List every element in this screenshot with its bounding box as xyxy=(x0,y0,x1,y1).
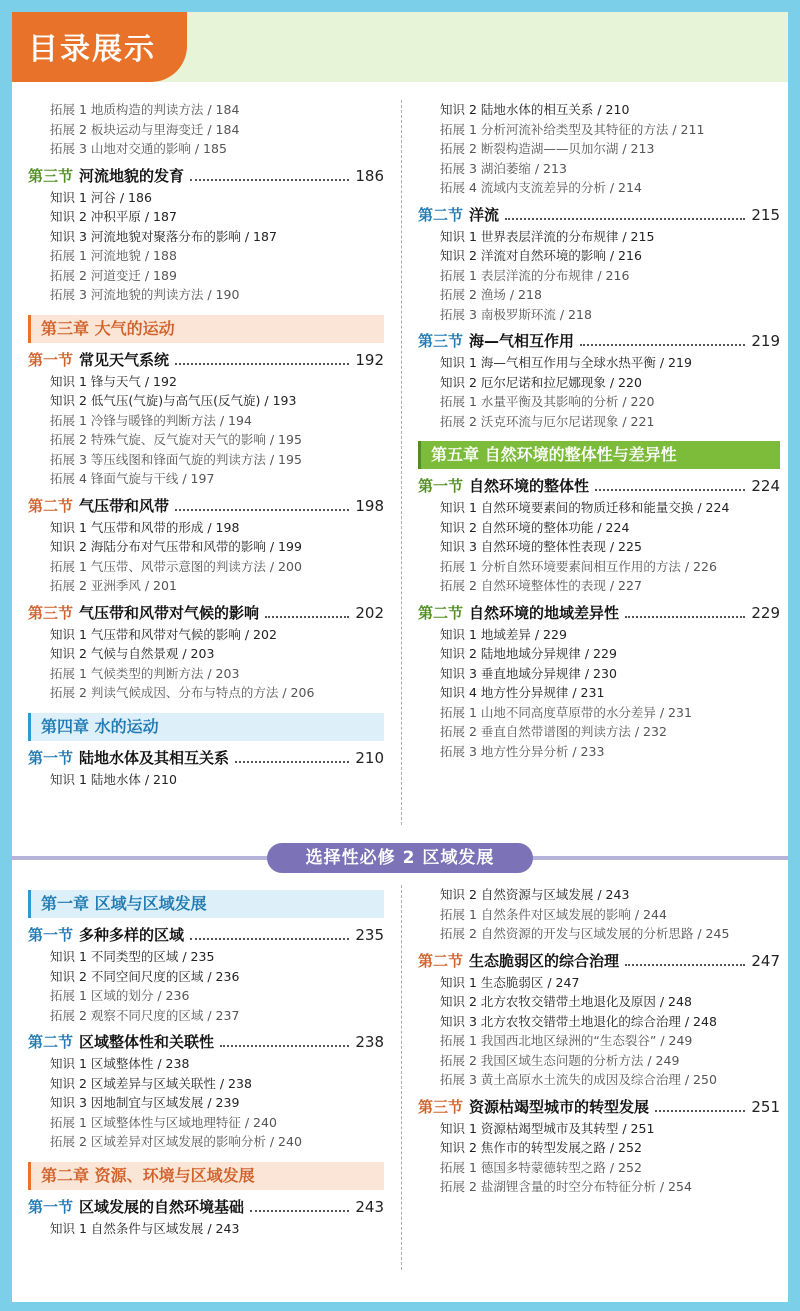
section-page: 202 xyxy=(355,603,384,622)
extension-item: 拓展 1 自然条件对区域发展的影响 / 244 xyxy=(440,906,667,922)
knowledge-item: 知识 2 北方农牧交错带土地退化及原因 / 248 xyxy=(440,994,692,1009)
chapter-heading: 第四章 水的运动 xyxy=(28,713,384,741)
leader-dots xyxy=(190,926,349,940)
section-title: 自然环境的地域差异性 xyxy=(469,603,620,622)
section-entry xyxy=(28,1031,384,1054)
section-page: 192 xyxy=(355,350,384,369)
section-page: 186 xyxy=(355,166,384,185)
extension-item: 拓展 2 断裂构造湖——贝加尔湖 / 213 xyxy=(440,141,655,156)
knowledge-item: 知识 1 自然条件与区域发展 / 243 xyxy=(50,1220,240,1236)
chapter-heading: 第三章 大气的运动 xyxy=(28,315,384,343)
section-number: 第二节 xyxy=(28,1033,74,1051)
extension-item: 拓展 1 水量平衡及其影响的分析 / 220 xyxy=(440,394,655,409)
header-bar xyxy=(12,12,788,82)
section-entry xyxy=(418,1096,780,1119)
extension-item: 拓展 1 我国西北地区绿洲的“生态裂谷” / 249 xyxy=(440,1033,693,1048)
leader-dots xyxy=(265,604,349,618)
section-number: 第一节 xyxy=(28,1197,74,1216)
section-page: 215 xyxy=(751,205,780,224)
page-title: 目录展示 xyxy=(28,32,156,67)
knowledge-item: 知识 1 陆地水体 / 210 xyxy=(50,771,177,787)
knowledge-item: 知识 1 海—气相互作用与全球水热平衡 / 219 xyxy=(440,355,692,370)
column-divider-upper xyxy=(401,100,402,825)
chapter-heading: 第一章 区域与区域发展 xyxy=(28,890,384,918)
knowledge-item: 知识 1 锋与天气 / 192 xyxy=(50,373,177,389)
chapter-heading: 第五章 自然环境的整体性与差异性 xyxy=(418,441,780,469)
knowledge-item: 知识 2 焦作市的转型发展之路 / 252 xyxy=(440,1140,642,1155)
extension-item: 拓展 2 观察不同尺度的区域 / 237 xyxy=(50,1007,240,1023)
extension-item: 拓展 1 表层洋流的分布规律 / 216 xyxy=(440,267,630,283)
section-number: 第三节 xyxy=(418,1097,464,1116)
section-page: 210 xyxy=(355,748,384,767)
extension-item: 拓展 1 河流地貌 / 188 xyxy=(50,248,177,263)
knowledge-item: 知识 3 因地制宜与区域发展 / 239 xyxy=(50,1095,240,1110)
leader-dots xyxy=(175,351,349,365)
knowledge-item: 知识 1 气压带和风带对气候的影响 / 202 xyxy=(50,626,277,642)
extension-item: 拓展 3 南极罗斯环流 / 218 xyxy=(440,306,592,322)
knowledge-item: 知识 2 自然环境的整体功能 / 224 xyxy=(440,519,630,535)
extension-item: 拓展 2 亚洲季风 / 201 xyxy=(50,578,177,593)
extension-item: 拓展 1 地质构造的判读方法 / 184 xyxy=(50,102,240,117)
extension-item: 拓展 2 板块运动与里海变迁 / 184 xyxy=(50,121,240,137)
extension-item: 拓展 1 分析自然环境要素间相互作用的方法 / 226 xyxy=(440,558,717,574)
knowledge-item: 知识 2 气候与自然景观 / 203 xyxy=(50,646,215,661)
section-number: 第三节 xyxy=(418,332,464,350)
leader-dots xyxy=(595,477,745,491)
knowledge-item: 知识 2 洋流对自然环境的影响 / 216 xyxy=(440,248,642,263)
section-entry xyxy=(418,602,780,625)
leader-dots xyxy=(190,167,349,181)
section-page: 247 xyxy=(751,951,780,970)
extension-item: 拓展 1 山地不同高度草原带的水分差异 / 231 xyxy=(440,704,692,720)
knowledge-item: 知识 3 北方农牧交错带土地退化的综合治理 / 248 xyxy=(440,1013,717,1029)
section-title: 生态脆弱区的综合治理 xyxy=(469,951,620,970)
extension-item: 拓展 4 锋面气旋与干线 / 197 xyxy=(50,471,215,486)
leader-dots xyxy=(505,206,745,220)
section-entry xyxy=(28,747,384,770)
knowledge-item: 知识 2 不同空间尺度的区域 / 236 xyxy=(50,968,240,984)
extension-item: 拓展 2 盐湖锂含量的时空分布特征分析 / 254 xyxy=(440,1179,692,1194)
section-number: 第一节 xyxy=(28,350,74,369)
section-title: 洋流 xyxy=(469,205,500,224)
extension-item: 拓展 1 德国多特蒙德转型之路 / 252 xyxy=(440,1159,642,1175)
section-number: 第三节 xyxy=(28,166,74,185)
extension-item: 拓展 1 区域的划分 / 236 xyxy=(50,988,190,1003)
section-page: 198 xyxy=(355,496,384,515)
extension-item: 拓展 3 地方性分异分析 / 233 xyxy=(440,743,605,759)
extension-item: 拓展 1 区域整体性与区域地理特征 / 240 xyxy=(50,1114,277,1130)
section-title: 常见天气系统 xyxy=(79,350,170,369)
extension-item: 拓展 2 渔场 / 218 xyxy=(440,287,542,302)
extension-item: 拓展 2 自然资源的开发与区域发展的分析思路 / 245 xyxy=(440,926,730,941)
knowledge-item: 知识 1 河谷 / 186 xyxy=(50,189,152,205)
section-entry xyxy=(28,602,384,625)
section-number: 第一节 xyxy=(28,926,74,944)
toc-lower-left xyxy=(28,880,384,1238)
section-page: 243 xyxy=(355,1197,384,1216)
extension-item: 拓展 3 山地对交通的影响 / 185 xyxy=(50,141,227,156)
toc-upper-right xyxy=(418,100,780,761)
knowledge-item: 知识 1 地域差异 / 229 xyxy=(440,626,567,642)
knowledge-item: 知识 1 不同类型的区域 / 235 xyxy=(50,949,215,964)
section-page: 238 xyxy=(355,1033,384,1051)
section-entry xyxy=(28,1196,384,1219)
extension-item: 拓展 2 区域差异对区域发展的影响分析 / 240 xyxy=(50,1134,302,1149)
extension-item: 拓展 1 气候类型的判断方法 / 203 xyxy=(50,665,240,681)
knowledge-item: 知识 1 气压带和风带的形成 / 198 xyxy=(50,519,240,535)
section-number: 第二节 xyxy=(418,951,464,970)
leader-dots xyxy=(235,749,349,763)
section-number: 第二节 xyxy=(418,603,464,622)
extension-item: 拓展 3 黄土高原水土流失的成因及综合治理 / 250 xyxy=(440,1072,717,1087)
knowledge-item: 知识 1 生态脆弱区 / 247 xyxy=(440,974,580,990)
section-title: 多种多样的区域 xyxy=(79,926,185,944)
knowledge-item: 知识 2 冲积平原 / 187 xyxy=(50,209,177,224)
knowledge-item: 知识 2 低气压(气旋)与高气压(反气旋) / 193 xyxy=(50,393,297,408)
section-number: 第一节 xyxy=(28,748,74,767)
extension-item: 拓展 2 沃克环流与厄尔尼诺现象 / 221 xyxy=(440,413,655,429)
leader-dots xyxy=(625,952,745,966)
extension-item: 拓展 2 河道变迁 / 189 xyxy=(50,267,177,283)
section-title: 气压带和风带 xyxy=(79,496,170,515)
knowledge-item: 知识 3 自然环境的整体性表现 / 225 xyxy=(440,539,642,554)
knowledge-item: 知识 2 陆地水体的相互关系 / 210 xyxy=(440,102,630,117)
section-title: 区域整体性和关联性 xyxy=(79,1033,215,1051)
section-page: 219 xyxy=(751,332,780,350)
extension-item: 拓展 1 分析河流补给类型及其特征的方法 / 211 xyxy=(440,121,705,137)
knowledge-item: 知识 3 河流地貌对聚落分布的影响 / 187 xyxy=(50,228,277,244)
extension-item: 拓展 2 判读气候成因、分布与特点的方法 / 206 xyxy=(50,685,315,700)
knowledge-item: 知识 2 陆地地域分异规律 / 229 xyxy=(440,646,617,661)
toc-lower-right xyxy=(418,885,780,1197)
extension-item: 拓展 2 我国区域生态问题的分析方法 / 249 xyxy=(440,1052,680,1068)
header-badge xyxy=(12,12,187,82)
extension-item: 拓展 3 河流地貌的判读方法 / 190 xyxy=(50,287,240,302)
section-entry xyxy=(418,330,780,353)
section-entry xyxy=(28,924,384,947)
knowledge-item: 知识 2 海陆分布对气压带和风带的影响 / 199 xyxy=(50,539,302,554)
leader-dots xyxy=(625,604,745,618)
extension-item: 拓展 2 垂直自然带谱图的判读方法 / 232 xyxy=(440,724,667,739)
section-entry xyxy=(28,165,384,188)
section-title: 区域发展的自然环境基础 xyxy=(79,1197,245,1216)
section-page: 235 xyxy=(355,926,384,944)
knowledge-item: 知识 4 地方性分异规律 / 231 xyxy=(440,685,605,700)
leader-dots xyxy=(175,497,349,511)
leader-dots xyxy=(655,1098,745,1112)
knowledge-item: 知识 2 自然资源与区域发展 / 243 xyxy=(440,887,630,902)
section-number: 第三节 xyxy=(28,603,74,622)
section-title: 自然环境的整体性 xyxy=(469,477,590,495)
section-number: 第二节 xyxy=(28,496,74,515)
leader-dots xyxy=(220,1033,349,1047)
volume-banner: 选择性必修 2 区域发展 xyxy=(267,843,533,873)
section-title: 海—气相互作用 xyxy=(469,332,575,350)
extension-item: 拓展 1 气压带、风带示意图的判读方法 / 200 xyxy=(50,558,302,574)
knowledge-item: 知识 1 世界表层洋流的分布规律 / 215 xyxy=(440,228,655,244)
section-title: 气压带和风带对气候的影响 xyxy=(79,603,260,622)
section-page: 224 xyxy=(751,477,780,495)
section-title: 陆地水体及其相互关系 xyxy=(79,748,230,767)
section-page: 251 xyxy=(751,1097,780,1116)
section-entry xyxy=(418,475,780,498)
knowledge-item: 知识 3 垂直地域分异规律 / 230 xyxy=(440,665,617,681)
section-page: 229 xyxy=(751,603,780,622)
extension-item: 拓展 2 特殊气旋、反气旋对天气的影响 / 195 xyxy=(50,432,302,447)
knowledge-item: 知识 1 区域整体性 / 238 xyxy=(50,1056,190,1071)
section-number: 第一节 xyxy=(418,477,464,495)
leader-dots xyxy=(250,1198,349,1212)
knowledge-item: 知识 2 区域差异与区域关联性 / 238 xyxy=(50,1075,252,1091)
extension-item: 拓展 3 湖泊萎缩 / 213 xyxy=(440,160,567,176)
knowledge-item: 知识 2 厄尔尼诺和拉尼娜现象 / 220 xyxy=(440,374,642,390)
toc-upper-left xyxy=(28,100,384,789)
knowledge-item: 知识 1 资源枯竭型城市及其转型 / 251 xyxy=(440,1120,655,1136)
leader-dots xyxy=(580,332,745,346)
section-title: 资源枯竭型城市的转型发展 xyxy=(469,1097,650,1116)
extension-item: 拓展 1 冷锋与暖锋的判断方法 / 194 xyxy=(50,412,252,428)
column-divider-lower xyxy=(401,885,402,1270)
knowledge-item: 知识 1 自然环境要素间的物质迁移和能量交换 / 224 xyxy=(440,500,730,515)
section-entry xyxy=(28,349,384,372)
extension-item: 拓展 4 流域内支流差异的分析 / 214 xyxy=(440,180,642,195)
section-number: 第二节 xyxy=(418,205,464,224)
section-title: 河流地貌的发育 xyxy=(79,166,185,185)
extension-item: 拓展 2 自然环境整体性的表现 / 227 xyxy=(440,578,642,593)
extension-item: 拓展 3 等压线图和锋面气旋的判读方法 / 195 xyxy=(50,451,302,467)
section-entry xyxy=(418,204,780,227)
chapter-heading: 第二章 资源、环境与区域发展 xyxy=(28,1162,384,1190)
section-entry xyxy=(418,950,780,973)
section-entry xyxy=(28,495,384,518)
